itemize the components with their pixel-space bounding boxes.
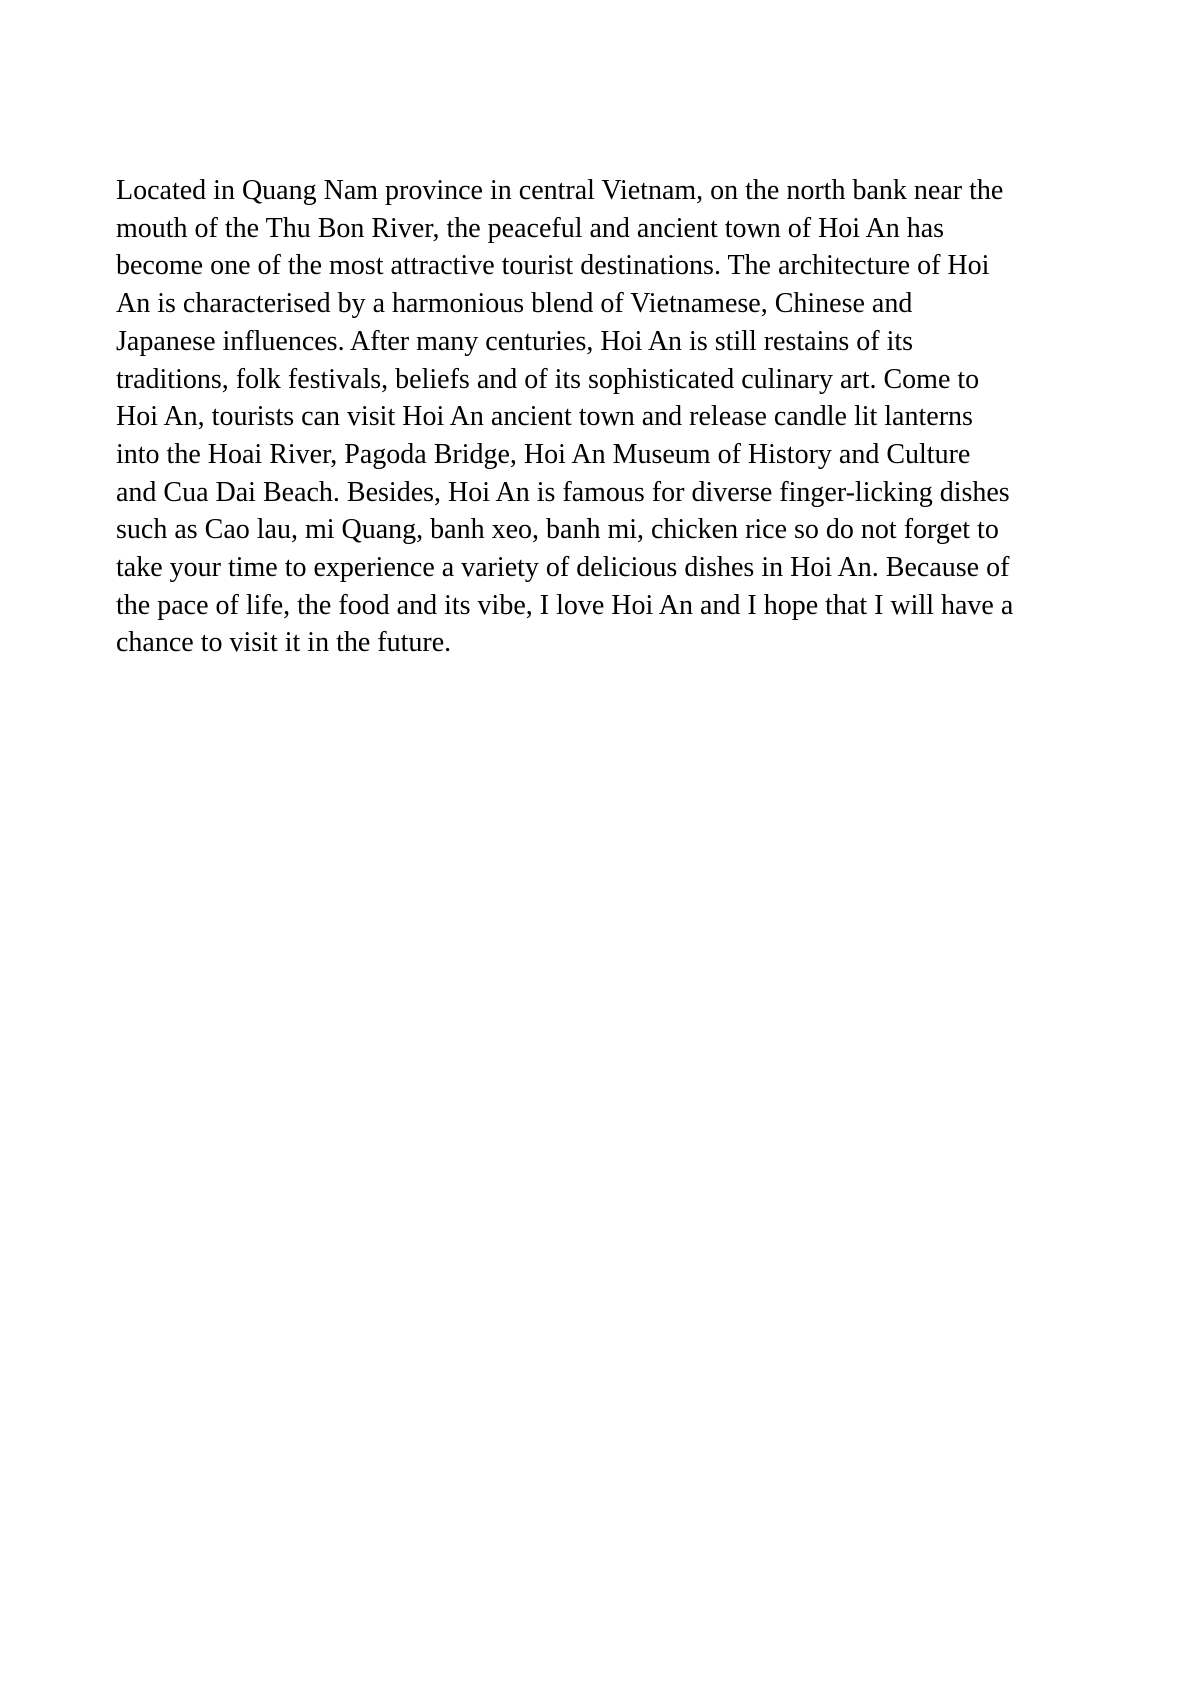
paragraph-line: into the Hoai River, Pagoda Bridge, Hoi An Museum of History and Culture <box>116 438 971 470</box>
paragraph-line: Located in Quang Nam province in central Vietnam, on the north bank near the <box>116 175 1004 206</box>
paragraph-line: the pace of life, the food and its vibe, I love Hoi An and I hope that I will have a <box>116 589 1014 621</box>
paragraph-line: chance to visit it in the future. <box>116 627 452 659</box>
paragraph-line: mouth of the Thu Bon River, the peaceful and ancient town of Hoi An has <box>116 212 945 244</box>
body-paragraph <box>116 172 1106 662</box>
paragraph-line: traditions, folk festivals, beliefs and of its sophisticated culinary art. Come to <box>116 363 980 395</box>
paragraph-line: such as Cao lau, mi Quang, banh xeo, banh mi, chicken rice so do not forget to <box>116 514 999 546</box>
paragraph-line: become one of the most attractive tourist destinations. The architecture of Hoi <box>116 250 990 282</box>
paragraph-line: Hoi An, tourists can visit Hoi An ancient town and release candle lit lanterns <box>116 401 973 433</box>
paragraph-line: An is characterised by a harmonious blend of Vietnamese, Chinese and <box>116 288 913 320</box>
paragraph-line: take your time to experience a variety of delicious dishes in Hoi An. Because of <box>116 552 1010 584</box>
paragraph-line: Japanese influences. After many centuries, Hoi An is still restains of its <box>116 325 914 357</box>
paragraph-line: and Cua Dai Beach. Besides, Hoi An is famous for diverse finger-licking dishes <box>116 476 1010 508</box>
